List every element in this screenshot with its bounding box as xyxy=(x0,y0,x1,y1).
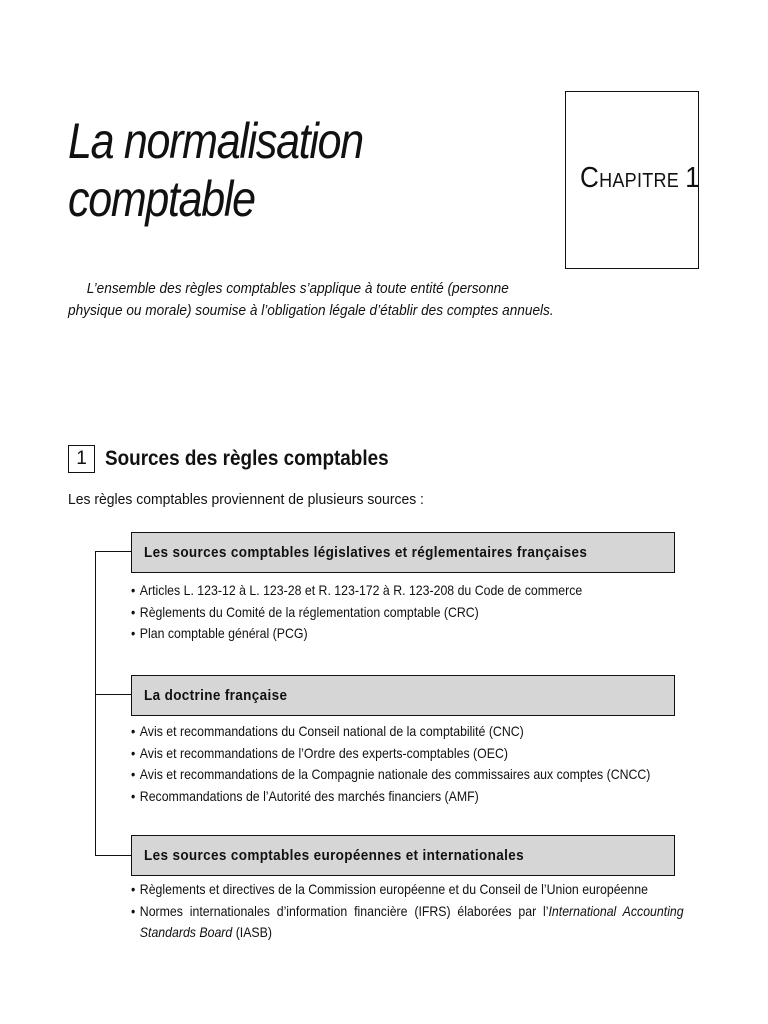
bullet: • xyxy=(131,766,136,782)
list-item-text: Avis et recommandations de la Compagnie nationale des commissaires aux comptes (CNCC) xyxy=(139,766,651,782)
bullet: • xyxy=(131,625,136,641)
bracket-vertical-line xyxy=(95,551,96,856)
list-item xyxy=(131,743,611,765)
source-items-doctrine xyxy=(131,721,676,807)
chapter-label-initial: C xyxy=(580,162,600,194)
source-heading-legislative xyxy=(131,532,675,573)
source-items-legislative xyxy=(131,580,676,645)
list-item xyxy=(131,786,611,808)
chapter-title-line-2: comptable xyxy=(68,171,255,227)
chapter-label-rest: HAPITRE xyxy=(599,170,680,192)
chapter-number: 1 xyxy=(685,162,701,194)
source-heading-doctrine xyxy=(131,675,675,716)
list-item-text: (IASB) xyxy=(232,924,272,940)
source-heading-text: Les sources comptables européennes et internationales xyxy=(144,847,524,864)
list-item-text: Règlements et directives de la Commission européenne et du Conseil de l’Union européenne xyxy=(139,881,648,897)
list-item xyxy=(131,721,611,743)
chapter-title-line-1: La normalisation xyxy=(68,113,363,169)
chapter-number-box xyxy=(565,91,699,269)
bullet: • xyxy=(131,881,136,897)
bracket-connector-1 xyxy=(95,551,132,552)
section-number-box: 1 xyxy=(68,445,95,473)
list-item xyxy=(131,879,648,901)
list-item xyxy=(131,764,651,786)
bullet: • xyxy=(131,603,136,620)
intro-text: L’ensemble des règles comptables s’applique à toute entité (personne physique ou morale) soumise à l’obligation légale d’établir des comptes annuels. xyxy=(68,281,554,319)
list-item-text: Avis et recommandations de l’Ordre des experts-comptables (OEC) xyxy=(139,744,508,761)
list-item-text: Recommandations de l’Autorité des marchés financiers (AMF) xyxy=(139,787,479,804)
list-item-text: Plan comptable général (PCG) xyxy=(139,625,308,641)
list-item xyxy=(131,602,611,624)
source-heading-international xyxy=(131,835,675,876)
bullet: • xyxy=(131,582,136,598)
list-item-italic-text: International Accounting Standards Board xyxy=(139,902,684,940)
source-heading-text: Les sources comptables législatives et réglementaires françaises xyxy=(144,544,588,561)
list-item-text: Normes internationales d’information financière (IFRS) élaborées par l’ xyxy=(139,902,549,919)
list-item-text: Articles L. 123-12 à L. 123-28 et R. 123-172 à R. 123-208 du Code de commerce xyxy=(139,582,583,598)
list-item-text: Avis et recommandations du Conseil national de la comptabilité (CNC) xyxy=(139,723,524,739)
bullet: • xyxy=(131,744,136,761)
source-items-international xyxy=(131,879,684,944)
bullet: • xyxy=(131,787,136,804)
bullet: • xyxy=(131,723,136,739)
bracket-connector-3 xyxy=(95,855,132,856)
chapter-label xyxy=(580,162,700,195)
bracket-connector-2 xyxy=(95,694,132,695)
section-title: Sources des règles comptables xyxy=(105,447,389,470)
section-lead-text: Les règles comptables proviennent de plusieurs sources : xyxy=(68,491,424,508)
intro-paragraph xyxy=(68,278,557,322)
source-heading-text: La doctrine française xyxy=(144,687,288,704)
list-item xyxy=(131,623,611,645)
section-heading xyxy=(68,444,420,474)
chapter-title xyxy=(68,112,429,228)
list-item-text: Règlements du Comité de la réglementation comptable (CRC) xyxy=(139,603,479,620)
list-item xyxy=(131,901,684,944)
bullet: • xyxy=(131,902,136,919)
list-item xyxy=(131,580,611,602)
